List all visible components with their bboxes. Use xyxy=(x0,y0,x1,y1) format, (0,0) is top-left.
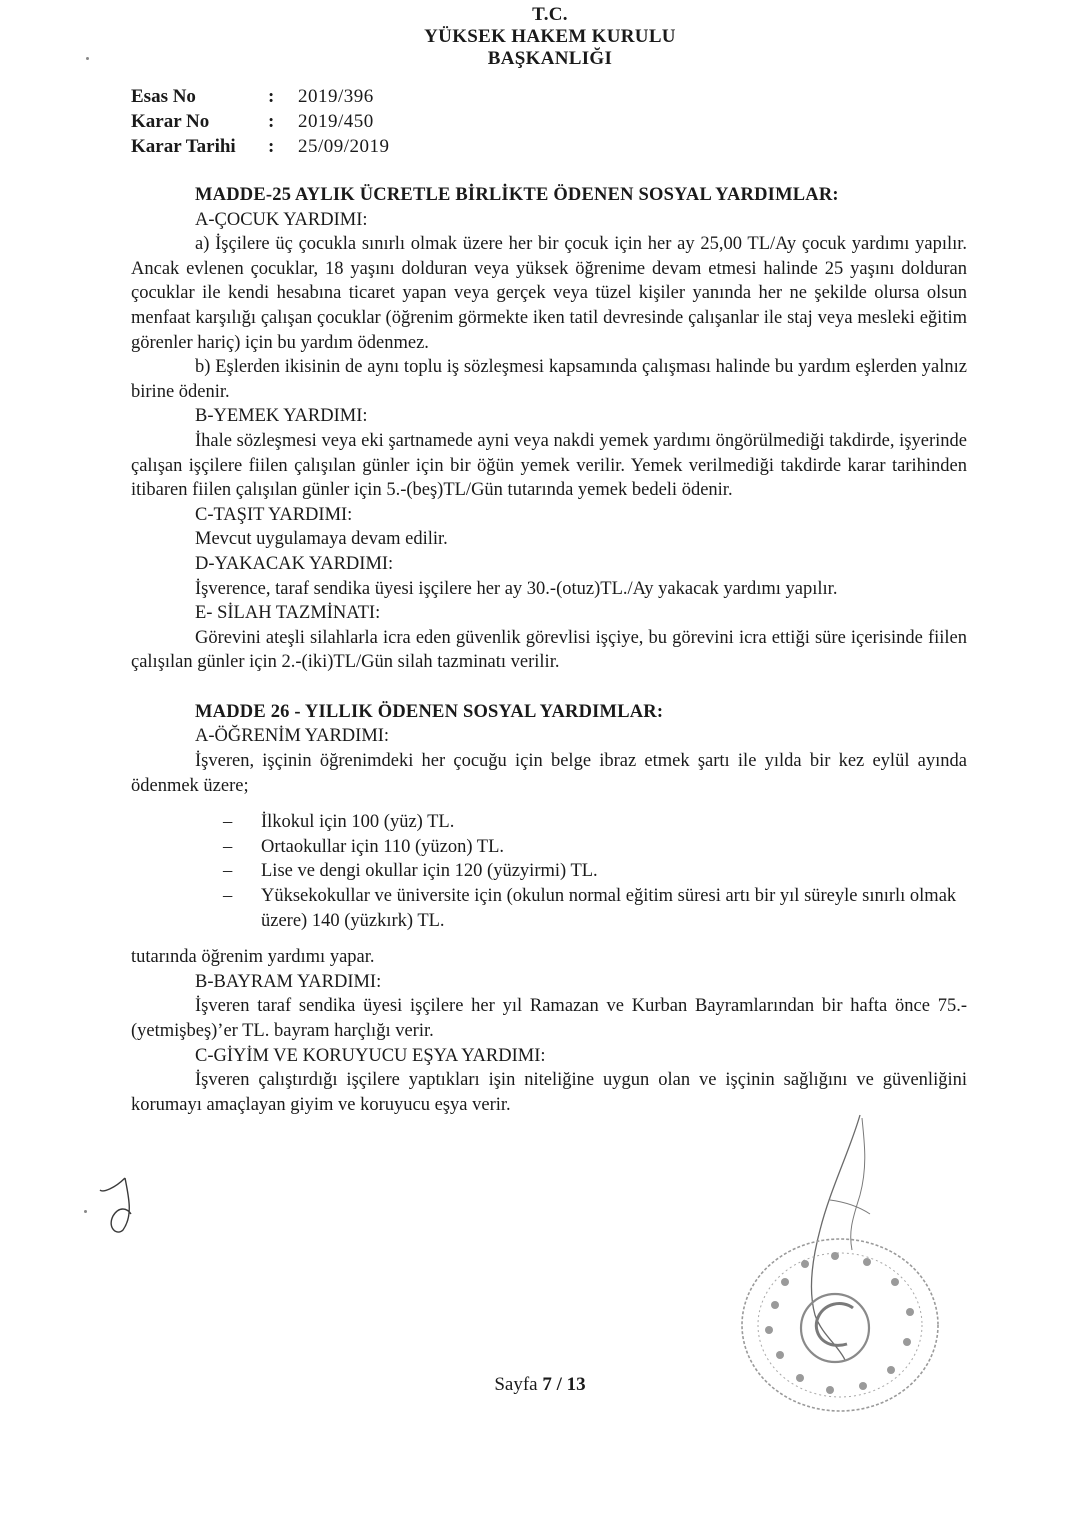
page-number: 7 / 13 xyxy=(542,1374,586,1395)
yemek-yardimi-heading: B-YEMEK YARDIMI: xyxy=(195,406,368,427)
bayram-yardimi-heading: B-BAYRAM YARDIMI: xyxy=(195,971,382,992)
tarih-value: 25/09/2019 xyxy=(298,136,390,157)
giyim-yardimi-paragraph: İşveren çalıştırdığı işçilere yaptıkları işin niteliğine uygun olan ve işçinin sağlığını ve güvenliğini korumayı amaçlayan giyim ve koruyucu eşya verir. xyxy=(131,1070,967,1115)
initials-mark-icon xyxy=(95,1168,155,1238)
yakacak-yardimi-text: İşverence, taraf sendika üyesi işçilere her ay 30.-(otuz)TL./Ay yakacak yardımı yapılır. xyxy=(195,578,838,599)
esas-label: Esas No xyxy=(131,86,196,107)
esas-row xyxy=(131,84,390,109)
header-tc: T.C. xyxy=(532,4,568,25)
scan-speck xyxy=(84,1210,87,1213)
yakacak-yardimi-heading: D-YAKACAK YARDIMI: xyxy=(195,553,394,574)
bayram-yardimi-paragraph: İşveren taraf sendika üyesi işçilere her yıl Ramazan ve Kurban Bayramlarından bir hafta önce 75.-(yetmişbeş)’er TL. bayram harçlığı verir. xyxy=(131,996,967,1041)
document-header xyxy=(300,4,800,70)
esas-colon: : xyxy=(268,86,275,107)
page-footer xyxy=(0,1374,1080,1396)
madde-26-title: MADDE 26 - YILLIK ÖDENEN SOSYAL YARDIMLAR: xyxy=(195,701,664,722)
list-item: – Lise ve dengi okullar için 120 (yüzyirmi) TL. xyxy=(223,859,967,884)
cocuk-yardimi-paragraph-b: b) Eşlerden ikisinin de aynı toplu iş sözleşmesi kapsamında çalışması halinde bu yardım eşlerden yalnız birine ödenir. xyxy=(131,357,967,402)
cocuk-yardimi-heading: A-ÇOCUK YARDIMI: xyxy=(195,209,368,230)
tarih-colon: : xyxy=(268,136,275,157)
page-label: Sayfa xyxy=(494,1374,543,1395)
silah-tazminati-heading: E- SİLAH TAZMİNATI: xyxy=(195,603,381,624)
tasit-yardimi-text: Mevcut uygulamaya devam edilir. xyxy=(195,529,448,550)
tasit-yardimi-heading: C-TAŞIT YARDIMI: xyxy=(195,504,353,525)
yemek-yardimi-paragraph: İhale sözleşmesi veya eki şartnamede ayni veya nakdi yemek yardımı öngörülmediği takdirde, işyerinde çalışan işçilere fiilen çalışılan günler için bir öğün yemek verilir. Yemek verilmediği takdirde karar tarihinden itibaren fiilen çalışılan günler için 5.-(beş)TL/Gün tutarında yemek bedeli ödenir. xyxy=(131,430,967,501)
tarih-label: Karar Tarihi xyxy=(131,136,236,157)
scan-speck xyxy=(86,57,89,60)
cocuk-yardimi-paragraph-a: a) İşçilere üç çocukla sınırlı olmak üzere her bir çocuk için her ay 25,00 TL/Ay çocuk yardımı yapılır. Ancak evlenen çocuklar, 18 yaşını dolduran veya yüksek öğrenime devam etmesi halinde 25 yaşını dolduran çocuklar ile kendi hesabına ticaret yapan veya gerçek veya tüzel kişiler yanında her ne şekilde olursa olsun menfaat karşılığı çalışan çocuklar (öğrenim görmekte iken tatil devresinde çalışanlar ile staj veya mesleki eğitim görenler hariç) için bu yardım ödenmez. xyxy=(131,234,967,353)
header-presidency: BAŞKANLIĞI xyxy=(487,48,613,69)
karar-row xyxy=(131,109,390,134)
header-institution: YÜKSEK HAKEM KURULU xyxy=(424,26,676,47)
ogrenim-yardimi-closing: tutarında öğrenim yardımı yapar. xyxy=(131,947,375,968)
list-item: – İlkokul için 100 (yüz) TL. xyxy=(223,810,967,835)
ogrenim-yardimi-paragraph: İşveren, işçinin öğrenimdeki her çocuğu için belge ibraz etmek şartı ile yılda bir kez eylül ayında ödenmek üzere; xyxy=(131,751,967,796)
list-item: – Ortaokullar için 110 (yüzon) TL. xyxy=(223,835,967,860)
tarih-row xyxy=(131,134,390,159)
list-item: – Yüksekokullar ve üniversite için (okulun normal eğitim süresi artı bir yıl süreyle sınırlı olmak üzere) 140 (yüzkırk) TL. xyxy=(223,884,967,933)
case-info xyxy=(131,84,390,159)
silah-tazminati-paragraph: Görevini ateşli silahlarla icra eden güvenlik görevlisi işçiye, bu görevini icra ettiği süre içerisinde fiilen çalışılan günler için 2.-(iki)TL/Gün silah tazminatı verilir. xyxy=(131,627,967,673)
karar-value: 2019/450 xyxy=(298,111,374,132)
karar-colon: : xyxy=(268,111,275,132)
giyim-yardimi-heading: C-GİYİM VE KORUYUCU EŞYA YARDIMI: xyxy=(195,1045,546,1066)
ogrenim-yardimi-list xyxy=(223,810,967,933)
karar-label: Karar No xyxy=(131,111,210,132)
document-body xyxy=(131,183,967,1117)
esas-value: 2019/396 xyxy=(298,86,374,107)
ogrenim-yardimi-heading: A-ÖĞRENİM YARDIMI: xyxy=(195,726,390,747)
madde-25-title: MADDE-25 AYLIK ÜCRETLE BİRLİKTE ÖDENEN SOSYAL YARDIMLAR: xyxy=(195,185,839,205)
